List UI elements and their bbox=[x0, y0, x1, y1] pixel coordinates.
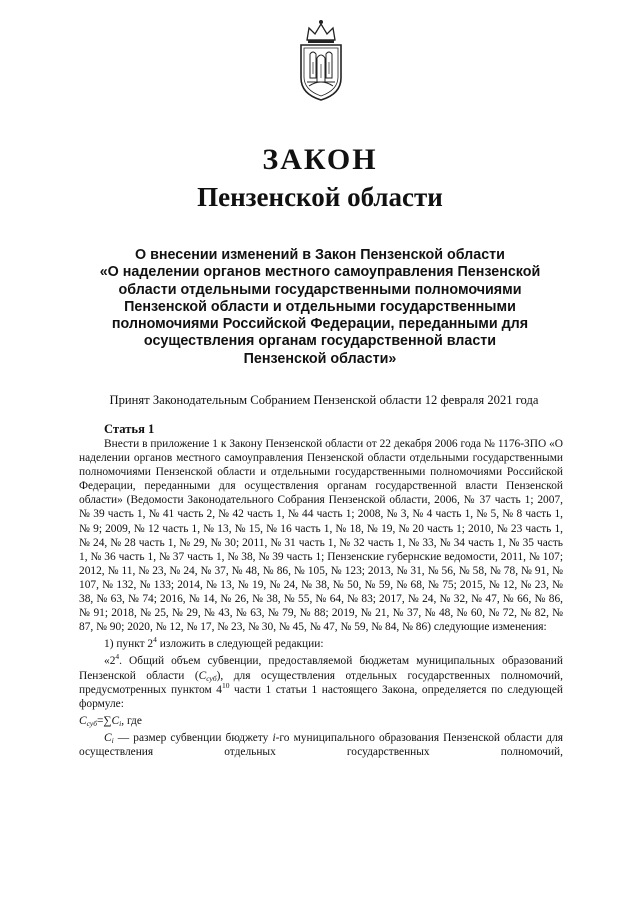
heading-line: Пензенской области» bbox=[243, 350, 397, 367]
coat-of-arms-icon bbox=[293, 18, 349, 102]
heading-line: Пензенской области и отдельными государственными bbox=[124, 298, 516, 315]
heading-line: О внесении изменений в Закон Пензенской области bbox=[135, 247, 505, 263]
item-1: 1) пункт $2^4$ изложить в следующей редакции: bbox=[104, 635, 324, 651]
law-body bbox=[79, 437, 563, 759]
heading-line: полномочиями Российской Федерации, переданными для bbox=[111, 316, 529, 333]
heading-line: области отдельными государственными полномочиями bbox=[118, 281, 522, 298]
heading-line: осуществления органам государственной власти bbox=[143, 333, 497, 350]
law-region-title: Пензенской области bbox=[197, 182, 443, 212]
formula-definition: $C_i$ — размер субвенции бюджету i-го муниципального образования Пензенской области для осуществления отдельных государственных полномочий, bbox=[79, 731, 563, 758]
adoption-note: Принят Законодательным Собранием Пензенской области 12 февраля 2021 года bbox=[109, 393, 539, 407]
heading-line: «О наделении органов местного самоуправления Пензенской bbox=[99, 264, 541, 281]
quoted-item: «$2^4$. Общий объем субвенции, предоставляемой бюджетам муниципальных образований Пензенской области $(C_{суб})$, для осуществления отдельных государственных полномочий, предусмотренных пунктом $4^{10}$ части 1 статьи 1 настоящего Закона, определяется по следующей формуле: bbox=[79, 652, 564, 710]
law-title: ЗАКОН bbox=[262, 143, 378, 176]
law-heading bbox=[80, 247, 560, 368]
article-heading: Статья 1 bbox=[104, 422, 155, 436]
formula: $C_{суб}=\sum C_i$, где bbox=[79, 714, 142, 728]
paragraph-amendment: Внести в приложение 1 к Закону Пензенской области от 22 декабря 2006 года № 1176-ЗПО «О наделении органов местного самоуправления Пензенской области отдельными государственными полномочиями Пензенской области и отдельными государственными полномочиями Российской Федерации, переданными для осуществления органам государственной власти Пензенской области» (Ведомости Законодательного Собрания Пензенской области, 2006, № 37 часть 1; 2007, № 39 часть 1, № 41 часть 2, № 42 часть 1, № 44 часть 1; 2008, № 3, № 4 часть 1, № 5, № 8 часть 1, № 9; 2009, № 12 часть 1, № 13, № 15, № 16 часть 1, № 18, № 19, № 20 часть 1; 2010, № 23 часть 1, № 24, № 28 часть 1, № 29, № 30; 2011, № 31 часть 1, № 32 часть 1, № 33, № 34 часть 1, № 35 часть 1, № 36 часть 1, № 37 часть 1, № 38, № 39 часть 1; Пензенские губернские ведомости, 2011, № 107; 2012, № 11, № 23, № 24, № 37, № 48, № 86, № 105, № 123; 2013, № 31, № 56, № 58, № 78, № 91, № 107, № 132, № 133; 2014, № 13, № 19, № 24, № 38, № 50, № 59, № 68, № 75; 2015, № 12, № 23, № 38, № 63, № 74; 2016, № 14, № 26, № 38, № 55, № 64, № 83; 2017, № 24, № 32, № 47, № 66, № 86, № 91; 2018, № 25, № 29, № 43, № 63, № 79, № 88; 2019, № 21, № 37, № 48, № 60, № 72, № 82, № 87, № 90; 2020, № 12, № 17, № 23, № 30, № 45, № 47, № 59, № 84, № 86) следующие изменения: bbox=[79, 438, 563, 634]
